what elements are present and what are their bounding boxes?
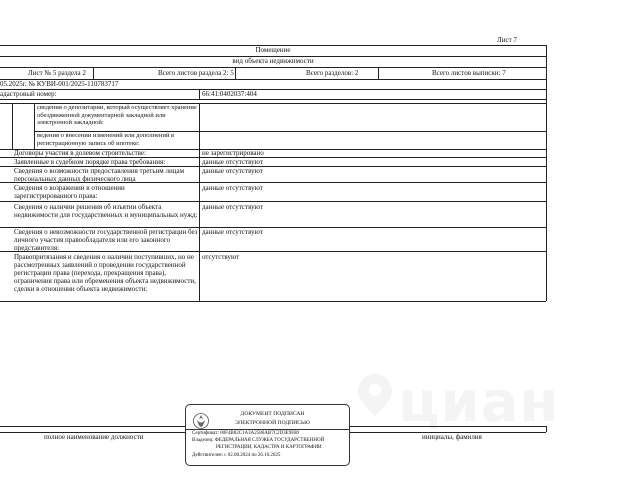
total-sheets-extract: Всего листов выписки: 7 (432, 69, 506, 77)
watermark-logo-icon (355, 372, 395, 418)
seizure-decision-label: Сведения о наличии решения об изъятии объекта недвижимости для государственных и муниципальных нужд: (14, 203, 198, 219)
extract-date-number: 05.2025г. № КУВИ-001/2025-110783717 (0, 80, 119, 88)
column-divider (12, 103, 13, 149)
table-border (0, 67, 546, 68)
table-border-bottom (0, 301, 546, 302)
total-sheets-section: Всего листов раздела 2: 5 (158, 69, 234, 77)
shared-construction-value: не зарегистрировано (202, 149, 264, 157)
mortgage-changes-label: ведения о внесении изменений или дополнений в регистрационную запись об ипотеке: (37, 132, 175, 147)
seizure-decision-value: данные отсутствуют (202, 203, 263, 211)
column-divider (199, 89, 200, 99)
cadastral-label: адастровый номер: (0, 90, 57, 98)
personal-data-label: Сведения о возможности предоставления третьим лицам персональных данных физического лица (14, 167, 185, 183)
objection-value: данные отсутствуют (202, 184, 263, 192)
column-divider (199, 103, 200, 301)
claims-applications-label: Правопритязания и сведения о наличии поступивших, но не рассмотренных заявлений о проведении государственной регистрации права (перехода, прекращения права), ограничения права или обременения объекта недвижимости, сделки в отношении объекта недвижимости: (14, 253, 196, 293)
stamp-owner-line1: Владелец: ФЕДЕРАЛЬНАЯ СЛУЖБА ГОСУДАРСТВЕННОЙ (192, 438, 325, 443)
claims-applications-value: отсутствуют (202, 253, 240, 261)
table-border (0, 89, 546, 90)
stamp-divider (186, 429, 349, 430)
depositary-label: сведения о депозитарии, который осуществляет хранение обездвиженной документарной закладной или электронной закладной: (37, 104, 197, 126)
stamp-subtitle: ЭЛЕКТРОННОЙ ПОДПИСЬЮ (235, 420, 310, 426)
column-divider (378, 67, 379, 79)
stamp-certificate: Сертификат: 00F4B82C1A3A2586AB7C2D3E9F80 (192, 431, 299, 436)
sheet-number: Лист 7 (497, 36, 517, 44)
personal-data-value: данные отсутствуют (202, 167, 263, 175)
table-border (0, 201, 546, 202)
column-divider (34, 103, 35, 149)
court-claims-label: Заявленные в судебном порядке права требования: (14, 158, 166, 166)
object-type-caption: вид объекта недвижимости (232, 57, 314, 65)
objection-label: Сведения о возражении в отношении зарегистрированного права: (14, 184, 125, 200)
cadastral-value: 66:41:0402037:404 (202, 90, 257, 98)
electronic-signature-stamp (185, 404, 350, 466)
column-divider (235, 67, 236, 79)
object-type-title: Помещение (255, 46, 291, 54)
stamp-title: ДОКУМЕНТ ПОДПИСАН (240, 411, 305, 417)
position-caption: полное наименование должности (44, 433, 144, 441)
court-claims-value: данные отсутствуют (202, 158, 263, 166)
stamp-validity: Действителен: с 02.08.2024 по 26.10.2025 (192, 453, 281, 458)
shared-construction-label: Договоры участия в долевом строительстве: (14, 149, 146, 157)
personal-participation-value: данные отсутствуют (202, 228, 263, 236)
personal-participation-label: Сведения о невозможности государственной регистрации без личного участия правообладателя или его законного представителя: (14, 228, 198, 252)
sheet-of-section: Лист № 5 раздела 2 (28, 69, 86, 77)
initials-caption: инициалы, фамилия (422, 433, 482, 441)
table-border (0, 99, 546, 100)
signature-line-end (546, 426, 547, 432)
column-divider (93, 67, 94, 79)
total-sections: Всего разделов: 2 (306, 69, 359, 77)
stamp-owner-line2: РЕГИСТРАЦИИ, КАДАСТРА И КАРТОГРАФИИ (216, 445, 322, 450)
table-border-right (546, 45, 547, 301)
